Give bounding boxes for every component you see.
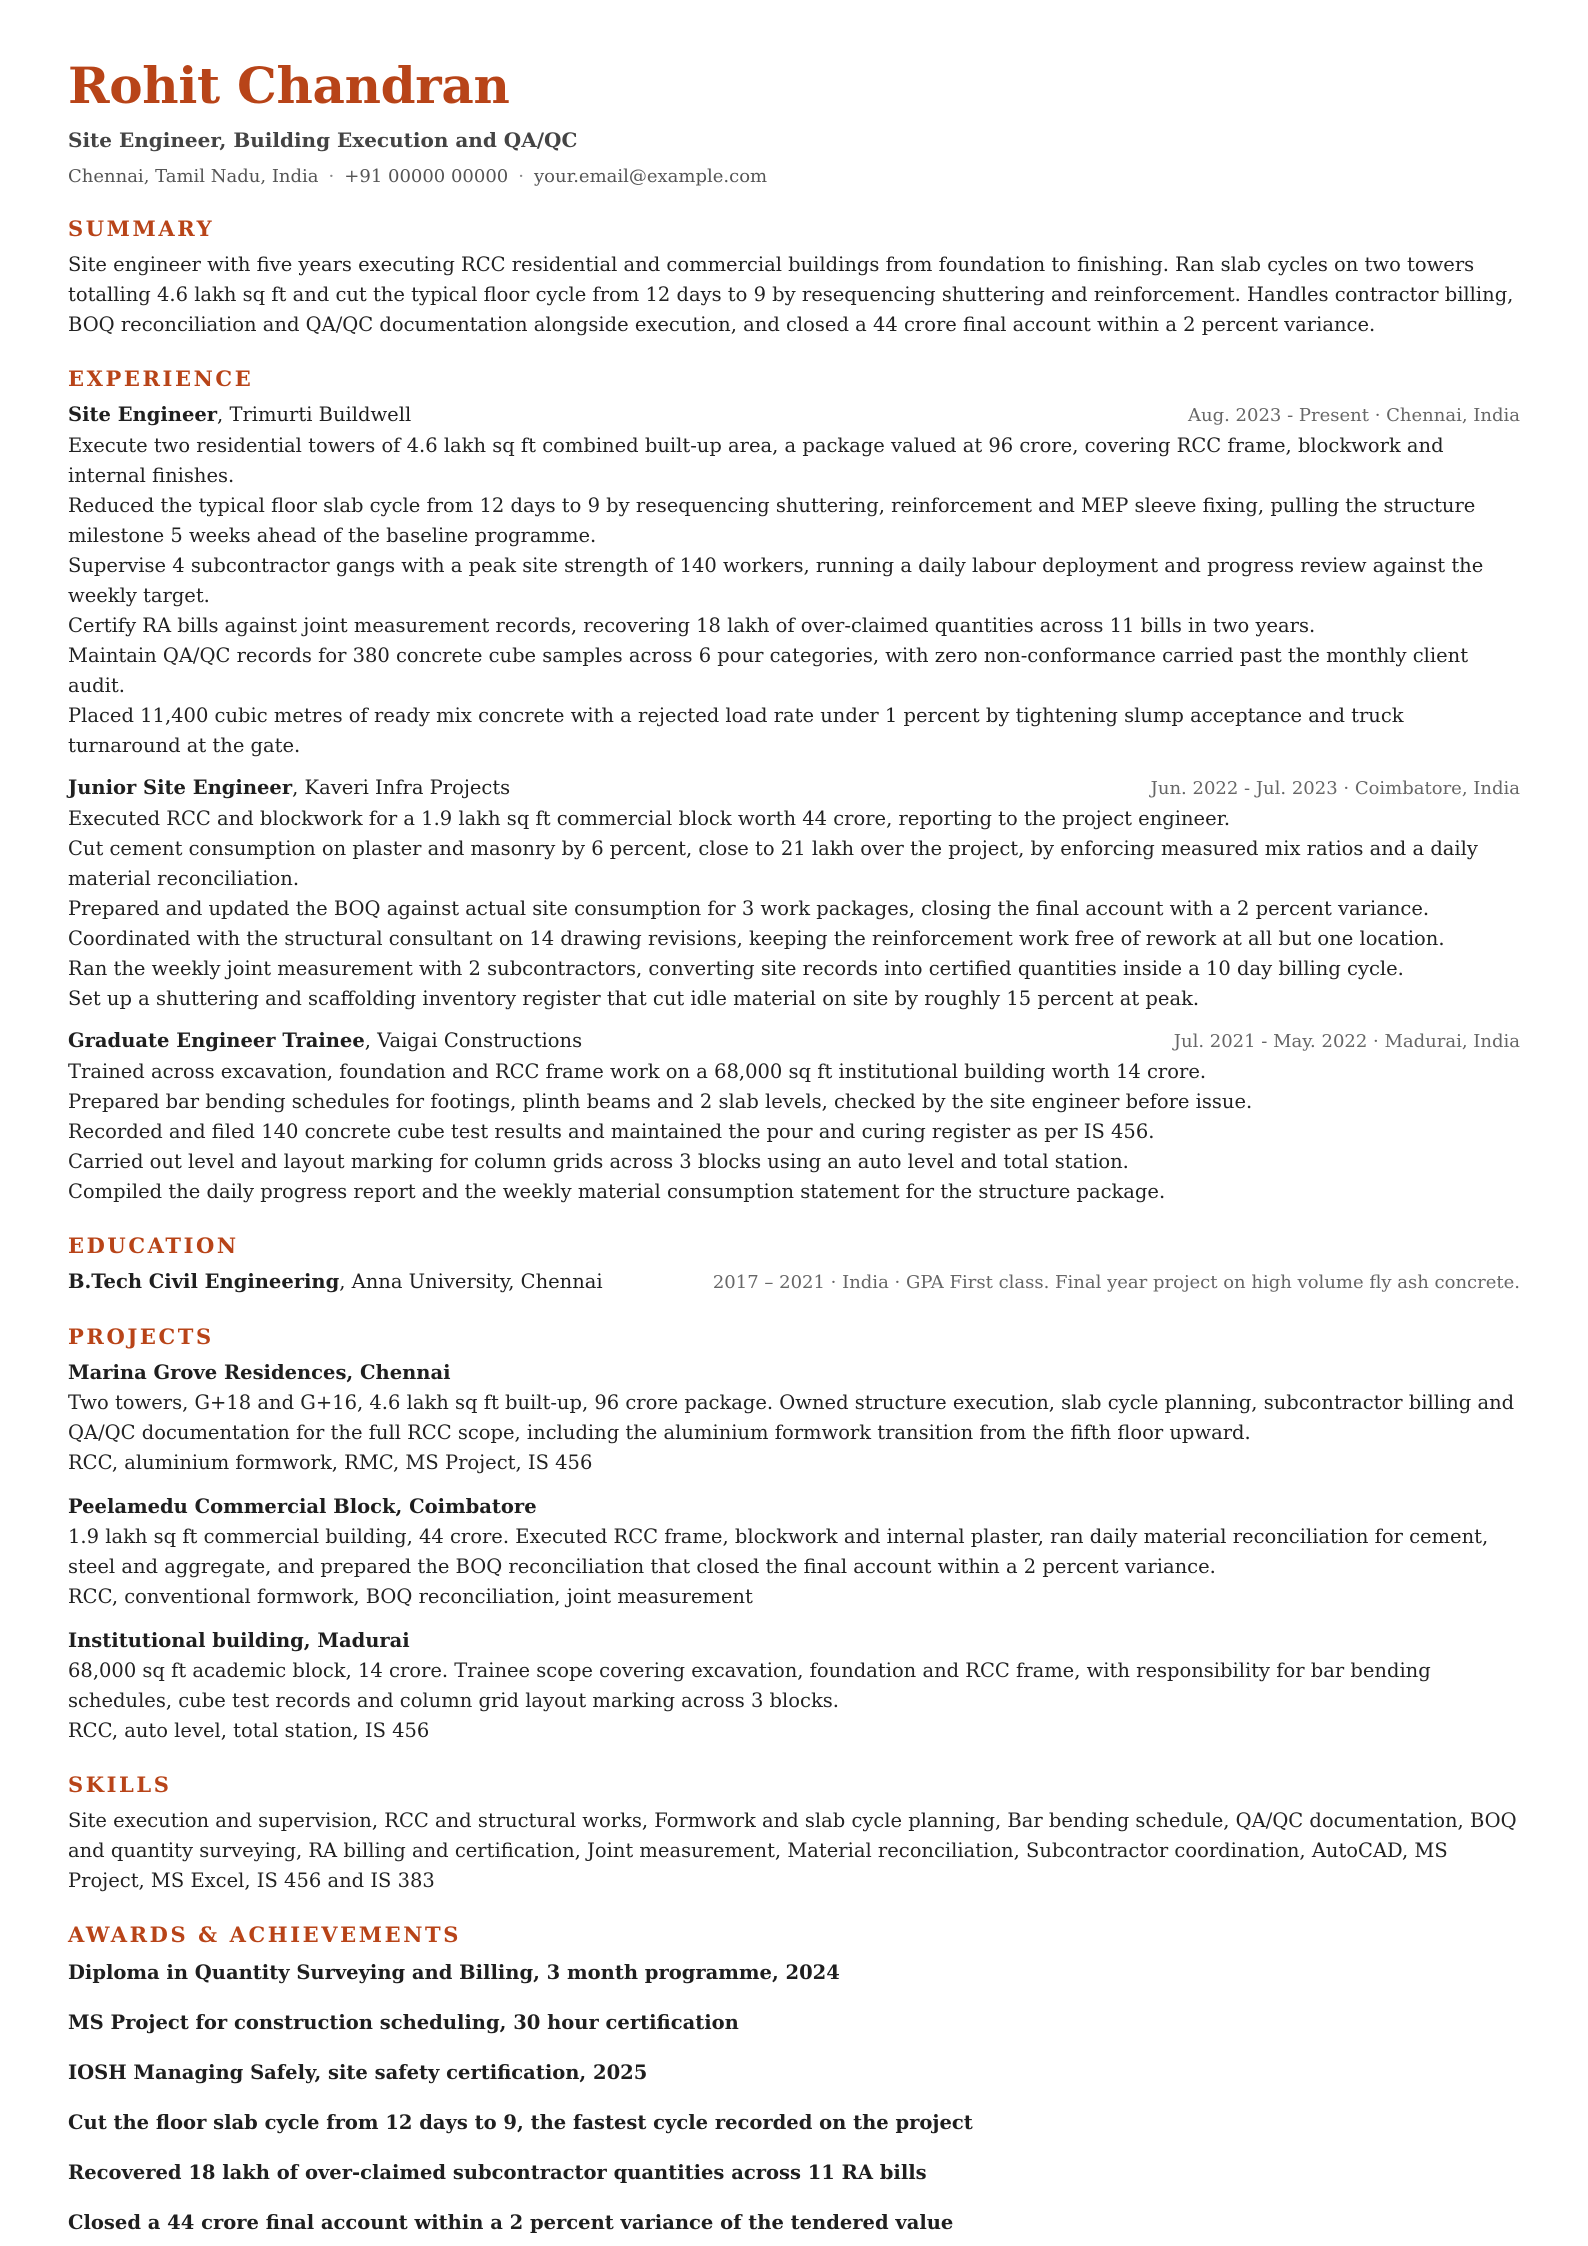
experience-bullet: Prepared bar bending schedules for footings, plinth beams and 2 slab levels, checked by the site engineer before issue. (68, 1090, 1253, 1113)
experience-bullet: Reduced the typical floor slab cycle from 12 days to 9 by resequencing shuttering, reinforcement and MEP sleeve fixing, pulling the structure milestone 5 weeks ahead of the baseline programme. (68, 494, 1476, 547)
experience-bullet: Set up a shuttering and scaffolding inventory register that cut idle material on site by roughly 15 percent at peak. (68, 987, 1200, 1010)
experience-entry (68, 1026, 1520, 1207)
award-item: Diploma in Quantity Surveying and Billing, 3 month programme, 2024 (68, 1961, 840, 1984)
job-meta: Jun. 2022 - Jul. 2023 · Coimbatore, India (1150, 778, 1520, 799)
experience-bullet: Execute two residential towers of 4.6 lakh sq ft combined built-up area, a package valued at 96 crore, covering RCC frame, blockwork and internal finishes. (68, 434, 1444, 487)
project-tech: RCC, conventional formwork, BOQ reconciliation, joint measurement (68, 1585, 753, 1608)
experience-bullet: Maintain QA/QC records for 380 concrete cube samples across 6 pour categories, with zero non-conformance carried past the monthly client audit. (68, 644, 1469, 697)
section-title-education: EDUCATION (68, 1233, 239, 1258)
experience-bullet: Certify RA bills against joint measurement records, recovering 18 lakh of over-claimed quantities across 11 bills in two years. (68, 614, 1316, 637)
section-title-experience: EXPERIENCE (68, 366, 254, 391)
award-item: Recovered 18 lakh of over-claimed subcontractor quantities across 11 RA bills (68, 2161, 927, 2184)
school: , Anna University, Chennai (339, 1270, 603, 1293)
candidate-name: Rohit Chandran (68, 56, 510, 115)
experience-bullet: Compiled the daily progress report and the weekly material consumption statement for the structure package. (68, 1180, 1166, 1203)
experience-header (68, 773, 1520, 804)
experience-header (68, 1026, 1520, 1057)
contact-separator: · (518, 166, 524, 187)
contact-email[interactable]: your.email@example.com (533, 166, 768, 187)
project-entry (68, 1626, 1520, 1746)
project-tech: RCC, aluminium formwork, RMC, MS Project, IS 456 (68, 1451, 593, 1474)
project-tech: RCC, auto level, total station, IS 456 (68, 1719, 430, 1742)
company-name: , Vaigai Constructions (364, 1029, 583, 1052)
experience-entry (68, 773, 1520, 1014)
summary-text: Site engineer with five years executing RCC residential and commercial buildings from foundation to finishing. Ran slab cycles on two towers totalling 4.6 lakh sq ft and cut the typical floor cycle from 12 days to 9 by resequencing shuttering and reinforcement. Handles contractor billing, BOQ reconciliation and QA/QC documentation alongside execution, and closed a 44 crore final account within a 2 percent variance. (68, 253, 1514, 336)
experience-bullet: Carried out level and layout marking for column grids across 3 blocks using an auto level and total station. (68, 1150, 1129, 1173)
section-title-skills: SKILLS (68, 1772, 172, 1797)
experience-bullet: Supervise 4 subcontractor gangs with a peak site strength of 140 workers, running a daily labour deployment and progress review against the weekly target. (68, 554, 1484, 607)
job-title: Graduate Engineer Trainee (68, 1029, 365, 1052)
experience-bullet: Cut cement consumption on plaster and masonry by 6 percent, close to 21 lakh over the project, by enforcing measured mix ratios and a daily material reconciliation. (68, 837, 1478, 890)
contact-separator: · (328, 166, 335, 187)
project-title: Institutional building, Madurai (68, 1629, 410, 1652)
section-title-summary: SUMMARY (68, 216, 215, 241)
experience-bullet: Ran the weekly joint measurement with 2 subcontractors, converting site records into certified quantities inside a 10 day billing cycle. (68, 957, 1404, 980)
project-description: 68,000 sq ft academic block, 14 crore. Trainee scope covering excavation, foundation and RCC frame, with responsibility for bar bending schedules, cube test records and column grid layout marking across 3 blocks. (68, 1659, 1431, 1712)
project-entry (68, 1358, 1520, 1478)
project-title: Marina Grove Residences, Chennai (68, 1361, 451, 1384)
award-item: Cut the floor slab cycle from 12 days to 9, the fastest cycle recorded on the project (68, 2111, 973, 2134)
experience-bullet: Placed 11,400 cubic metres of ready mix concrete with a rejected load rate under 1 percent by tightening slump acceptance and truck turnaround at the gate. (68, 704, 1404, 757)
contact-phone[interactable]: +91 00000 00000 (344, 166, 509, 187)
award-item: Closed a 44 crore final account within a 2 percent variance of the tendered value (68, 2211, 954, 2234)
job-title: Junior Site Engineer (68, 776, 293, 799)
section-title-projects: PROJECTS (68, 1324, 214, 1349)
job-meta: Jul. 2021 - May. 2022 · Madurai, India (1173, 1031, 1520, 1052)
experience-header (68, 400, 1520, 431)
education-entry (68, 1267, 1520, 1298)
award-item: MS Project for construction scheduling, 30 hour certification (68, 2011, 739, 2034)
education-meta: 2017 – 2021 · India · GPA First class. Final year project on high volume fly ash concrete. (712, 1272, 1520, 1293)
project-entry (68, 1492, 1520, 1612)
skills-text: Site execution and supervision, RCC and structural works, Formwork and slab cycle planning, Bar bending schedule, QA/QC documentation, BOQ and quantity surveying, RA billing and certification, Joint measurement, Material reconciliation, Subcontractor coordination, AutoCAD, MS Project, MS Excel, IS 456 and IS 383 (68, 1809, 1517, 1892)
job-title: Site Engineer (68, 403, 218, 426)
project-description: 1.9 lakh sq ft commercial building, 44 crore. Executed RCC frame, blockwork and internal plaster, ran daily material reconciliation for cement, steel and aggregate, and prepared the BOQ reconciliation that closed the final account within a 2 percent variance. (68, 1525, 1489, 1578)
degree: B.Tech Civil Engineering (68, 1270, 340, 1293)
education-header (68, 1267, 1520, 1298)
contact-location: Chennai, Tamil Nadu, India (68, 166, 319, 187)
experience-bullet: Executed RCC and blockwork for a 1.9 lakh sq ft commercial block worth 44 crore, reporting to the project engineer. (68, 807, 1231, 830)
experience-entry (68, 400, 1520, 761)
company-name: , Kaveri Infra Projects (292, 776, 511, 799)
experience-bullet: Prepared and updated the BOQ against actual site consumption for 3 work packages, closing the final account with a 2 percent variance. (68, 897, 1430, 920)
job-meta: Aug. 2023 - Present · Chennai, India (1188, 405, 1520, 426)
experience-bullet: Trained across excavation, foundation and RCC frame work on a 68,000 sq ft institutional building worth 14 crore. (68, 1060, 1207, 1083)
contact-line (68, 164, 1520, 190)
project-description: Two towers, G+18 and G+16, 4.6 lakh sq ft built-up, 96 crore package. Owned structure execution, slab cycle planning, subcontractor billing and QA/QC documentation for the full RCC scope, including the aluminium formwork transition from the fifth floor upward. (68, 1391, 1515, 1444)
experience-bullet: Recorded and filed 140 concrete cube test results and maintained the pour and curing register as per IS 456. (68, 1120, 1155, 1143)
project-title: Peelamedu Commercial Block, Coimbatore (68, 1495, 537, 1518)
award-item: IOSH Managing Safely, site safety certification, 2025 (68, 2061, 648, 2084)
experience-bullet: Coordinated with the structural consultant on 14 drawing revisions, keeping the reinforcement work free of rework at all but one location. (68, 927, 1445, 950)
candidate-role: Site Engineer, Building Execution and QA/QC (68, 128, 578, 152)
company-name: , Trimurti Buildwell (217, 403, 412, 426)
section-title-awards: AWARDS & ACHIEVEMENTS (68, 1922, 462, 1947)
